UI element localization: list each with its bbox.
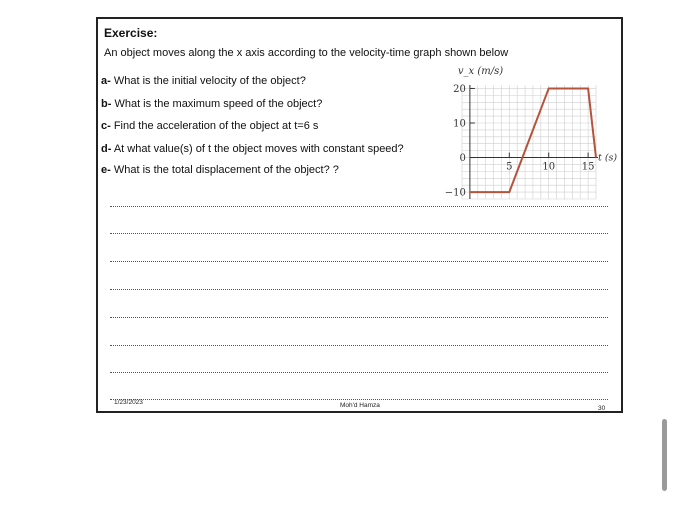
vertical-scrollbar[interactable] <box>662 419 667 491</box>
x-tick-label: 5 <box>506 161 513 173</box>
question-text: What is the maximum speed of the object? <box>111 98 323 110</box>
exercise-title: Exercise: <box>104 26 158 40</box>
question-c <box>101 120 318 132</box>
answer-line <box>110 261 608 262</box>
question-letter: c- <box>101 120 111 132</box>
question-letter: e- <box>101 164 111 176</box>
question-text: What is the initial velocity of the object? <box>110 75 306 87</box>
answer-line <box>110 317 608 318</box>
y-tick-label: −10 <box>444 187 466 199</box>
answer-line <box>110 233 608 234</box>
answer-line <box>110 345 608 346</box>
question-d <box>101 143 404 155</box>
y-tick-label: 20 <box>453 83 466 95</box>
question-text: At what value(s) of t the object moves with constant speed? <box>111 143 404 155</box>
exercise-intro: An object moves along the x axis according to the velocity-time graph shown below <box>104 47 509 59</box>
x-tick-label: 10 <box>542 161 556 173</box>
question-text: Find the acceleration of the object at t=6 s <box>110 120 319 132</box>
x-axis-title: t (s) <box>598 152 618 164</box>
y-tick-label: 10 <box>453 118 466 130</box>
answer-line <box>110 399 608 400</box>
y-tick-label: 0 <box>459 153 466 165</box>
velocity-time-graph <box>424 63 620 205</box>
question-text: What is the total displacement of the object? ? <box>110 164 339 176</box>
question-b <box>101 98 322 110</box>
footer-date: 1/23/2023 <box>114 399 143 406</box>
question-a <box>101 75 306 87</box>
answer-line <box>110 206 608 207</box>
question-e <box>101 164 339 176</box>
exercise-slide <box>96 17 623 413</box>
x-tick-label: 15 <box>581 161 595 173</box>
question-letter: d- <box>101 143 112 155</box>
question-letter: a- <box>101 75 111 87</box>
answer-line <box>110 289 608 290</box>
footer-author: Moh'd Hamza <box>340 402 380 409</box>
answer-line <box>110 372 608 373</box>
footer-page-number: 30 <box>598 405 606 412</box>
y-axis-title: v_x (m/s) <box>457 66 504 77</box>
question-letter: b- <box>101 98 112 110</box>
